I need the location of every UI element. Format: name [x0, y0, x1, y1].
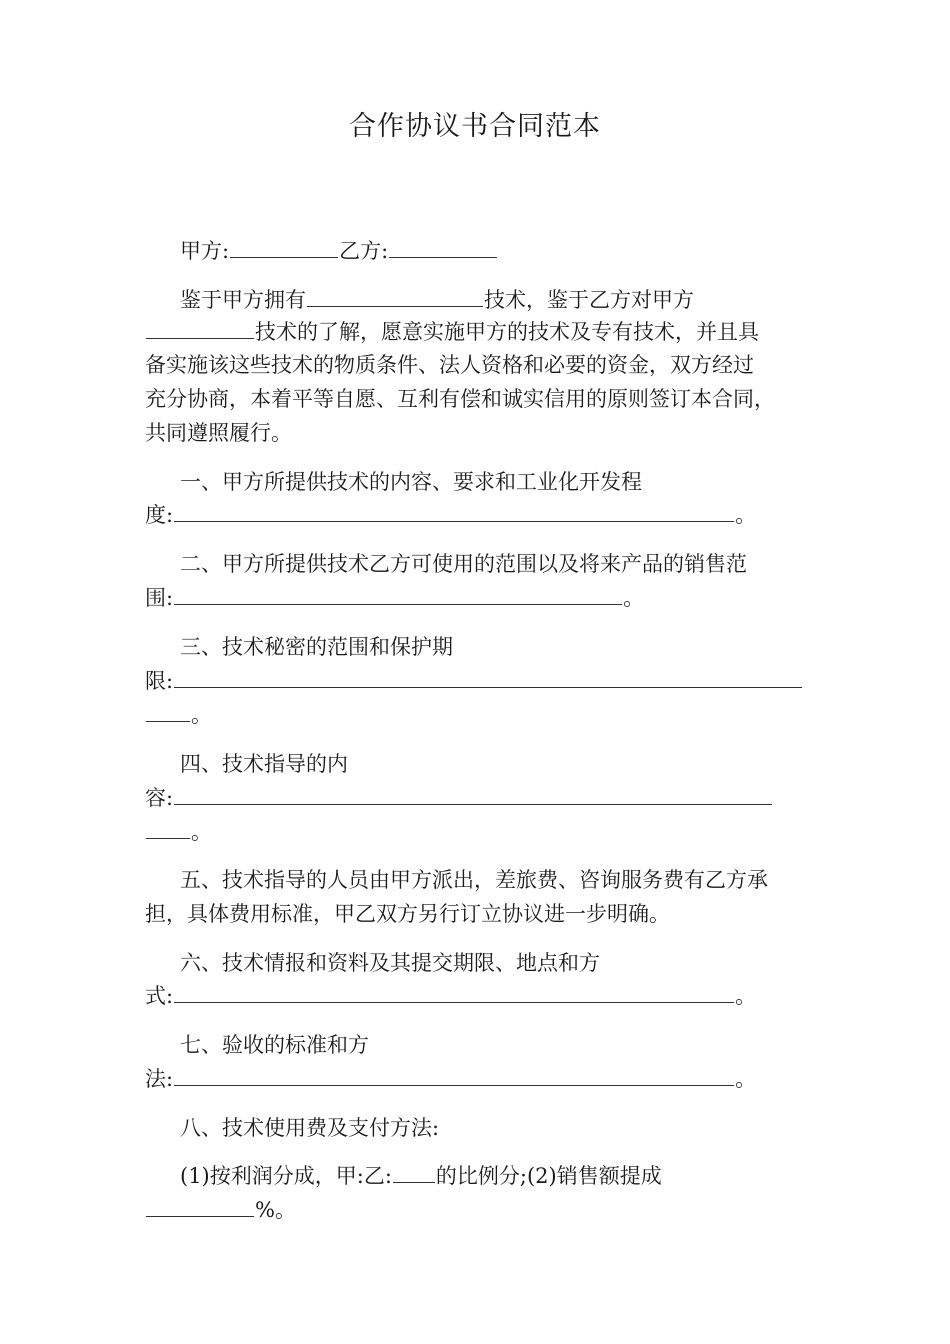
- clause-text: 限:: [145, 669, 174, 693]
- clause-5-line-2: 担，具体费用标准，甲乙双方另行订立协议进一步明确。: [145, 902, 670, 926]
- clause-text: 式:: [145, 984, 174, 1008]
- clause-3-blank[interactable]: [174, 667, 802, 688]
- clause-5-line-1: 五、技术指导的人员由甲方派出，差旅费、咨询服务费有乙方承: [180, 868, 768, 892]
- clause-1-fill-line: [145, 500, 756, 530]
- clause-2-heading: 二、甲方所提供技术乙方可使用的范围以及将来产品的销售范: [180, 552, 747, 576]
- clause-6-heading: 六、技术情报和资料及其提交期限、地点和方: [180, 951, 600, 975]
- clause-1-heading: 一、甲方所提供技术的内容、要求和工业化开发程: [180, 470, 642, 494]
- party-b-blank[interactable]: [389, 237, 497, 258]
- clause-4-fill-line: [145, 783, 773, 813]
- preamble-line-5: 共同遵照履行。: [145, 421, 292, 445]
- clause-4-blank-cont[interactable]: [146, 818, 190, 839]
- clause-4-heading: 四、技术指导的内: [180, 752, 348, 776]
- preamble-line-4: 充分协商，本着平等自愿、互利有偿和诚实信用的原则签订本合同，: [145, 387, 775, 411]
- period: 。: [735, 984, 757, 1008]
- clause-text: 法:: [145, 1067, 174, 1091]
- clause-text: 的比例分;(2)销售额提成: [435, 1164, 662, 1188]
- clause-6-fill-line: [145, 981, 756, 1011]
- clause-7-fill-line: [145, 1064, 756, 1094]
- period: 。: [191, 703, 212, 727]
- clause-3-heading: 三、技术秘密的范围和保护期: [180, 635, 453, 659]
- preamble-line-3: 备实施该这些技术的物质条件、法人资格和必要的资金，双方经过: [145, 353, 754, 377]
- clause-3-fill-line-2: [145, 700, 212, 730]
- party-a-label: 甲方:: [180, 239, 230, 263]
- clause-1-blank[interactable]: [174, 501, 734, 522]
- sales-percent-blank[interactable]: [146, 1196, 254, 1217]
- clause-text: (1)按利润分成，甲:乙:: [180, 1164, 392, 1188]
- clause-8-heading: 八、技术使用费及支付方法:: [180, 1116, 440, 1140]
- preamble-text: 技术的了解，愿意实施甲方的技术及专有技术，并且具: [255, 320, 759, 344]
- clause-7-heading: 七、验收的标准和方: [180, 1033, 369, 1057]
- period: 。: [191, 820, 212, 844]
- percent-sign: %。: [255, 1198, 296, 1222]
- technology-name-blank[interactable]: [307, 286, 483, 307]
- clause-4-blank[interactable]: [174, 784, 772, 805]
- preamble-text: 鉴于甲方拥有: [180, 288, 306, 312]
- preamble-line-1: [180, 285, 694, 315]
- clause-4-fill-line-2: [145, 817, 212, 847]
- clause-3-fill-line: [145, 666, 803, 696]
- party-a-blank[interactable]: [230, 237, 338, 258]
- profit-ratio-blank[interactable]: [393, 1162, 435, 1183]
- period: 。: [623, 586, 645, 610]
- clause-2-blank[interactable]: [174, 584, 622, 605]
- period: 。: [735, 1067, 757, 1091]
- clause-text: 围:: [145, 586, 174, 610]
- parties-line: [180, 236, 498, 266]
- preamble-line-2: [145, 317, 759, 347]
- period: 。: [735, 503, 757, 527]
- clause-7-blank[interactable]: [174, 1065, 734, 1086]
- clause-6-blank[interactable]: [174, 982, 734, 1003]
- clause-text: 容:: [145, 786, 174, 810]
- document-title: 合作协议书合同范本: [349, 111, 601, 142]
- clause-2-fill-line: [145, 583, 644, 613]
- clause-3-blank-cont[interactable]: [146, 701, 190, 722]
- preamble-text: 技术，鉴于乙方对甲方: [484, 288, 694, 312]
- party-b-label: 乙方:: [339, 239, 389, 263]
- clause-text: 度:: [145, 503, 174, 527]
- clause-8-percent-line: [145, 1195, 296, 1225]
- clause-8-options-line: [180, 1161, 662, 1191]
- technology-blank[interactable]: [146, 318, 254, 339]
